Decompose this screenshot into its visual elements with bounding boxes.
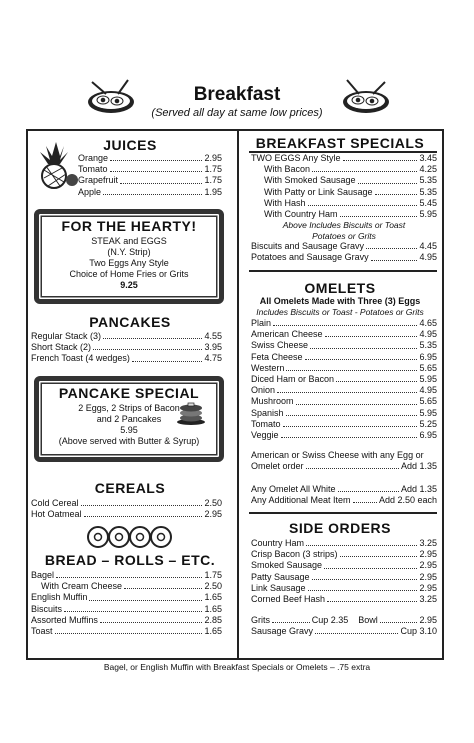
- bread-list: [31, 570, 222, 637]
- donuts-icon: [85, 524, 175, 550]
- menu-item: Country Ham 3.25: [251, 538, 437, 548]
- side-orders-rule: [249, 512, 437, 514]
- menu-item: Assorted Muffins 2.85: [31, 614, 222, 625]
- menu-item: Feta Cheese 6.95: [251, 351, 437, 362]
- cheese-addon-line: American or Swiss Cheese with any Egg or: [251, 450, 424, 460]
- menu-item: With Bacon 4.25: [264, 164, 437, 175]
- menu-item: With Cream Cheese 2.50: [41, 581, 222, 592]
- menu-item: Potatoes and Sausage Gravy 4.95: [251, 252, 437, 263]
- menu-item: Biscuits and Sausage Gravy 4.45: [251, 241, 437, 252]
- menu-item: Link Sausage 2.95: [251, 582, 437, 593]
- pineapple-fruit-icon: [32, 140, 80, 190]
- menu-item: Western 5.65: [251, 362, 437, 373]
- omelets-list: [251, 318, 437, 441]
- pancakes-list: [31, 331, 222, 365]
- specials-bottom-rule: [249, 270, 437, 272]
- menu-item: Bagel 1.75: [31, 570, 222, 580]
- specials-title: BREAKFAST SPECIALS: [255, 135, 425, 151]
- menu-item: Grits Cup 2.35 Bowl 2.95: [251, 615, 438, 625]
- grits-gravy: [251, 615, 437, 637]
- menu-item: Crisp Bacon (3 strips) 2.95: [251, 549, 437, 560]
- pancake-stack-icon: [176, 400, 206, 426]
- column-divider: [237, 129, 239, 658]
- juices-title: JUICES: [103, 137, 157, 153]
- hearty-line: Choice of Home Fries or Grits: [69, 269, 189, 279]
- hearty-box: [34, 209, 224, 304]
- menu-item: Swiss Cheese 5.35: [251, 340, 437, 351]
- pancake-special-price: 5.95: [120, 425, 138, 435]
- page-title: Breakfast: [193, 84, 281, 105]
- menu-item: Any Additional Meat Item Add 2.50 each: [251, 495, 437, 506]
- menu-item: Patty Sausage 2.95: [251, 571, 437, 582]
- omelets-subtitle: All Omelets Made with Three (3) Eggs: [259, 296, 421, 306]
- footer-note: Bagel, or English Muffin with Breakfast Specials or Omelets – .75 extra: [103, 662, 371, 672]
- menu-item: Tomato 1.75: [78, 164, 222, 175]
- menu-item: Short Stack (2) 3.95: [31, 342, 222, 353]
- menu-item: Spanish 5.95: [251, 407, 437, 418]
- cereals-title: CEREALS: [94, 480, 166, 496]
- hearty-title: FOR THE HEARTY!: [61, 218, 197, 234]
- pancake-special-note: (Above served with Butter & Syrup): [58, 436, 200, 446]
- omelet-addons: [251, 484, 437, 506]
- pancake-special-line: and 2 Pancakes: [96, 414, 162, 424]
- menu-item: With Hash 5.45: [264, 197, 437, 208]
- menu-item: French Toast (4 wedges) 4.75: [31, 353, 222, 364]
- menu-item: With Smoked Sausage 5.35: [264, 175, 437, 186]
- pancake-special-line: 2 Eggs, 2 Strips of Bacon: [78, 403, 180, 413]
- menu-item: Biscuits 1.65: [31, 603, 222, 614]
- menu-item: With Patty or Link Sausage 5.35: [264, 186, 437, 197]
- menu-item: Onion 4.95: [251, 385, 437, 396]
- pancake-special-title: PANCAKE SPECIAL: [58, 385, 200, 401]
- cereals-list: [31, 498, 222, 520]
- menu-item: Orange 2.95: [78, 153, 222, 163]
- juices-list: [78, 153, 222, 198]
- menu-item: Plain 4.65: [251, 318, 437, 328]
- side-orders-title: SIDE ORDERS: [289, 520, 391, 536]
- menu-item: Any Omelet All White Add 1.35: [251, 484, 437, 494]
- bread-title: BREAD – ROLLS – ETC.: [44, 552, 216, 568]
- menu-item: Apple 1.95: [78, 186, 222, 197]
- menu-item: Sausage Gravy Cup 3.10: [251, 626, 437, 637]
- menu-item: Toast 1.65: [31, 626, 222, 637]
- side-orders-list: [251, 538, 437, 605]
- hearty-line: STEAK and EGGS: [91, 236, 167, 246]
- page-subtitle: (Served all day at same low prices): [151, 107, 323, 119]
- menu-item: Cold Cereal 2.50: [31, 498, 222, 508]
- menu-item: Tomato 5.25: [251, 418, 437, 429]
- specials-note: Above Includes Biscuits or Toast Potatoes or Grits: [282, 220, 406, 241]
- menu-item: Mushroom 5.65: [251, 396, 437, 407]
- cheese-addon: [251, 450, 437, 472]
- menu-item: Hot Oatmeal 2.95: [31, 509, 222, 520]
- menu-item: Diced Ham or Bacon 5.95: [251, 374, 437, 385]
- menu-item: Smoked Sausage 2.95: [251, 560, 437, 571]
- hearty-price: 9.25: [120, 280, 138, 290]
- specials-list: [251, 153, 437, 264]
- menu-item: With Country Ham 5.95: [264, 209, 437, 220]
- hearty-line: Two Eggs Any Style: [89, 258, 169, 268]
- cheese-addon-line: Omelet order Add 1.35: [251, 461, 437, 472]
- menu-item: Veggie 6.95: [251, 430, 437, 441]
- pancakes-title: PANCAKES: [89, 314, 171, 330]
- hearty-line: (N.Y. Strip): [107, 247, 151, 257]
- menu-item: TWO EGGS Any Style 3.45: [251, 153, 437, 163]
- omelets-title: OMELETS: [304, 280, 376, 296]
- menu-item: Regular Stack (3) 4.55: [31, 331, 222, 341]
- menu-item: English Muffin 1.65: [31, 592, 222, 603]
- menu-item: American Cheese 4.95: [251, 329, 437, 340]
- menu-item: Grapefruit 1.75: [78, 175, 222, 186]
- menu-item: Corned Beef Hash 3.25: [251, 594, 437, 605]
- omelets-note: Includes Biscuits or Toast - Potatoes or Grits: [256, 307, 424, 317]
